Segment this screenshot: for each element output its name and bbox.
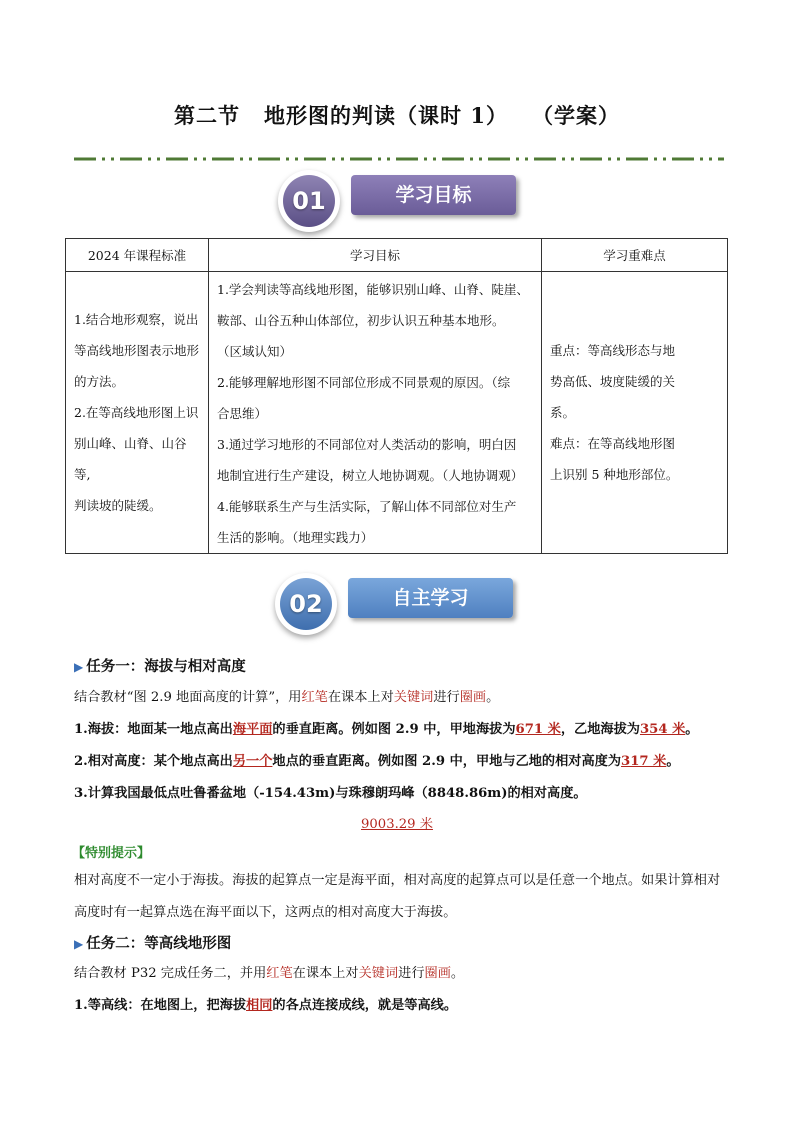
task1-item3: 3.计算我国最低点吐鲁番盆地（-154.43m)与珠穆朗玛峰（8848.86m)的相对高度。 xyxy=(74,786,587,801)
goals-table xyxy=(65,238,728,554)
text-line: 2.能够理解地形图不同部位形成不同景观的原因。（综 xyxy=(217,375,511,390)
tip-text: 相对高度不一定小于海拔。海拔的起算点一定是海平面，相对高度的起算点可以是任意一个地点。如果计算相对高度时有一起算点选在海平面以下，这两点的相对高度大于海拔。 xyxy=(74,873,721,920)
text-line: 3.通过学习地形的不同部位对人类活动的影响，明白因 xyxy=(217,437,517,452)
answer-text: 相同 xyxy=(246,998,273,1013)
text-line: 1.结合地形观察，说出 xyxy=(74,312,199,327)
section-number: 02 xyxy=(289,590,323,618)
table-header: 学习目标 xyxy=(209,239,542,272)
title-type: （学案） xyxy=(531,103,620,128)
text: 在课本上对 xyxy=(292,966,359,981)
text: 1.海拔：地面某一地点高出 xyxy=(74,722,233,737)
text-line: 势高低、坡度陡缓的关 xyxy=(550,374,676,389)
highlight-text: 红笔 xyxy=(301,690,328,705)
text: 进行 xyxy=(433,690,460,705)
text: 2.相对高度：某个地点高出 xyxy=(74,754,233,769)
answer-text: 海平面 xyxy=(232,722,273,737)
text: 结合教材“图 2.9 地面高度的计算”，用 xyxy=(74,690,302,705)
task1-item1 xyxy=(74,716,726,744)
text: 。 xyxy=(685,722,699,737)
text: 。 xyxy=(666,754,680,769)
table-header: 2024 年课程标准 xyxy=(66,239,209,272)
standard-cell xyxy=(66,272,209,554)
goals-cell xyxy=(209,272,542,554)
text-line: 2.在等高线地形图上识 xyxy=(74,405,199,420)
text: 。 xyxy=(450,966,465,981)
text-line: 等高线地形图表示地形 xyxy=(74,343,200,358)
triangle-bullet-icon: ▶ xyxy=(74,937,84,951)
title-topic: 地形图的判读（课时 1） xyxy=(264,103,508,128)
answer-text: 354 米 xyxy=(639,722,686,737)
dash-divider xyxy=(74,152,724,166)
text: ，乙地海拔为 xyxy=(560,722,640,737)
section-label: 自主学习 xyxy=(348,578,513,618)
text-line: 鞍部、山谷五种山体部位，初步认识五种基本地形。 xyxy=(217,313,505,328)
text: 的各点连接成线，就是等高线。 xyxy=(272,998,458,1013)
highlight-text: 圈画 xyxy=(424,966,451,981)
task-heading-text: 任务二：等高线地形图 xyxy=(86,936,232,952)
text-line: 生活的影响。（地理实践力） xyxy=(217,530,374,545)
text-line: 的方法。 xyxy=(74,374,125,389)
section-label: 学习目标 xyxy=(351,175,516,215)
highlight-text: 红笔 xyxy=(266,966,293,981)
answer-text: 671 米 xyxy=(515,722,561,737)
text-line: 合思维） xyxy=(217,406,268,421)
task-heading-text: 任务一：海拔与相对高度 xyxy=(86,659,246,675)
text-line: 上识别 5 种地形部位。 xyxy=(550,467,679,482)
keypoints-cell xyxy=(542,272,728,554)
task2-intro xyxy=(74,960,726,988)
task1-intro xyxy=(74,684,726,712)
triangle-bullet-icon: ▶ xyxy=(74,660,84,674)
text-line: 地制宜进行生产建设，树立人地协调观。（人地协调观） xyxy=(217,468,524,483)
text-line: 1.学会判读等高线地形图，能够识别山峰、山脊、陡崖、 xyxy=(217,282,529,297)
task1-heading xyxy=(74,655,246,676)
text: 。 xyxy=(486,690,500,705)
text-line: 系。 xyxy=(550,405,576,420)
text-line: 重点：等高线形态与地 xyxy=(550,343,676,358)
task2-heading xyxy=(74,932,231,953)
highlight-text: 关键词 xyxy=(358,966,399,981)
highlight-text: 圈画 xyxy=(459,690,487,705)
page-title xyxy=(0,100,794,130)
answer-text: 另一个 xyxy=(232,754,273,769)
text-line: 别山峰、山脊、山谷等, xyxy=(74,436,187,482)
highlight-text: 关键词 xyxy=(393,690,434,705)
task1-item2 xyxy=(74,748,726,776)
text-line: （区域认知） xyxy=(217,344,293,359)
task2-item1 xyxy=(74,992,726,1020)
title-section: 第二节 xyxy=(174,103,241,128)
text: 在课本上对 xyxy=(327,690,394,705)
text: 地点的垂直距离。例如图 2.9 中，甲地与乙地的相对高度为 xyxy=(272,754,622,769)
text-line: 4.能够联系生产与生活实际，了解山体不同部位对生产 xyxy=(217,499,517,514)
table-header: 学习重难点 xyxy=(542,239,728,272)
text-line: 难点：在等高线地形图 xyxy=(550,436,676,451)
text-line: 判读坡的陡缓。 xyxy=(74,498,162,513)
text: 结合教材 P32 完成任务二，并用 xyxy=(74,966,267,981)
text: 的垂直距离。例如图 2.9 中，甲地海拔为 xyxy=(272,722,516,737)
tip-label: 【特别提示】 xyxy=(72,846,151,861)
section-number: 01 xyxy=(292,187,326,215)
task1-answer: 9003.29 米 xyxy=(361,817,433,832)
text: 1.等高线：在地图上，把海拔 xyxy=(74,998,247,1013)
answer-text: 317 米 xyxy=(621,754,667,769)
text: 进行 xyxy=(398,966,425,981)
